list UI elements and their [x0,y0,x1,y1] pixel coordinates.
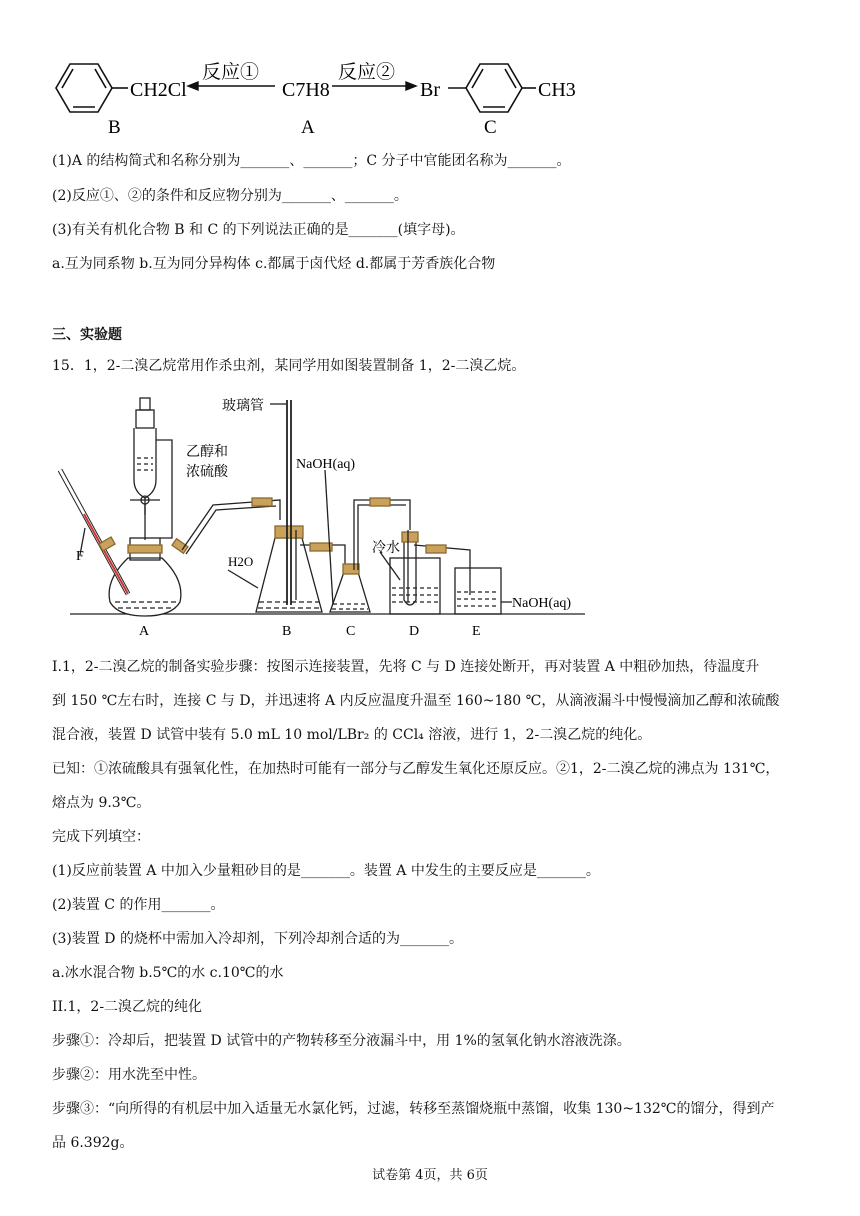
label-c: C [484,117,497,138]
q15-step3a: 步骤③：“向所得的有机层中加入适量无水氯化钙，过滤，转移至蒸馏烧瓶中蒸馏，收集 130~132℃的馏分，得到产 [52,1101,775,1117]
benzene-ring-b [56,64,128,112]
label-app-b: B [282,624,292,639]
label-f: F [76,549,84,564]
page-footer: 试卷第 4页，共 6页 [372,1168,488,1183]
label-app-c: C [346,624,356,639]
q14-part3: (3)有关有机化合物 B 和 C 的下列说法正确的是_______(填字母)。 [52,222,465,238]
label-naoh-top: NaOH(aq) [296,457,356,472]
q15-options: a.冰水混合物 b.5℃的水 c.10℃的水 [52,965,284,981]
c-substituent: CH3 [538,79,576,101]
q15-part1: (1)反应前装置 A 中加入少量粗砂目的是_______。装置 A 中发生的主要反应是_______。 [52,863,600,879]
apparatus-figure [0,380,860,640]
q15-step2: 步骤②：用水洗至中性。 [52,1067,206,1083]
c-bromine: Br [420,79,440,101]
label-glass-tube: 玻璃管 [222,399,264,414]
label-ethanol-2: 浓硫酸 [186,465,228,480]
reaction-2-label: 反应② [338,62,396,83]
beaker-e [455,568,512,614]
tube-a-to-b [172,498,280,554]
q14-part1: (1)A 的结构简式和名称分别为_______、_______；C 分子中官能团名称为_______。 [52,153,571,169]
label-app-e: E [472,624,481,639]
label-cold-water: 冷水 [372,541,400,556]
q15-part2: (2)装置 C 的作用_______。 [52,897,225,913]
benzene-ring-c [448,64,536,112]
q15-ii-title: II.1，2-二溴乙烷的纯化 [52,999,203,1015]
q15-i-line2: 到 150 ℃左右时，连接 C 与 D，并迅速将 A 内反应温度升温至 160~180 ℃，从滴液漏斗中慢慢滴加乙醇和浓硫酸 [52,693,780,709]
label-ethanol-1: 乙醇和 [186,445,228,460]
reaction-arrow-2 [332,82,416,90]
q15-step3b: 品 6.392g。 [52,1135,134,1151]
label-naoh-e: NaOH(aq) [512,596,572,611]
q15-known-2: 熔点为 9.3℃。 [52,795,151,811]
section-title: 三、实验题 [52,327,122,343]
q15-known-1: 已知：①浓硫酸具有强氧化性，在加热时可能有一部分与乙醇发生氧化还原反应。②1，2-二溴乙烷的沸点为 131℃， [52,761,780,777]
dropping-funnel [130,398,172,540]
label-a: A [301,117,315,138]
label-app-d: D [409,624,420,639]
q14-part2: (2)反应①、②的条件和反应物分别为_______、_______。 [52,188,408,204]
q14-options: a.互为同系物 b.互为同分异构体 c.都属于卤代烃 d.都属于芳香族化合物 [52,256,496,272]
thermometer-f [60,470,128,594]
reaction-1-label: 反应① [202,62,260,83]
label-app-a: A [139,624,150,639]
q15-i-line3: 混合液，装置 D 试管中装有 5.0 mL 10 mol/LBr₂ 的 CCl₄ 溶液，进行 1，2-二溴乙烷的纯化。 [52,727,652,743]
q15-step1: 步骤①：冷却后，把装置 D 试管中的产物转移至分液漏斗中，用 1%的氢氧化钠水溶液洗涤。 [52,1033,631,1049]
q15-i-line1: I.1，2-二溴乙烷的制备实验步骤：按图示连接装置，先将 C 与 D 连接处断开，再对装置 A 中粗砂加热，待温度升 [52,659,760,675]
reaction-arrow-1 [188,82,275,90]
q15-intro: 15．1，2-二溴乙烷常用作杀虫剂，某同学用如图装置制备 1，2-二溴乙烷。 [52,358,526,374]
label-b: B [108,117,121,138]
q15-fill: 完成下列填空： [52,829,150,845]
a-formula: C7H8 [282,79,330,101]
b-substituent: CH2Cl [130,79,187,101]
reaction-scheme [0,0,860,140]
label-h2o: H2O [228,554,254,569]
q15-part3: (3)装置 D 的烧杯中需加入冷却剂，下列冷却剂合适的为_______。 [52,931,463,947]
